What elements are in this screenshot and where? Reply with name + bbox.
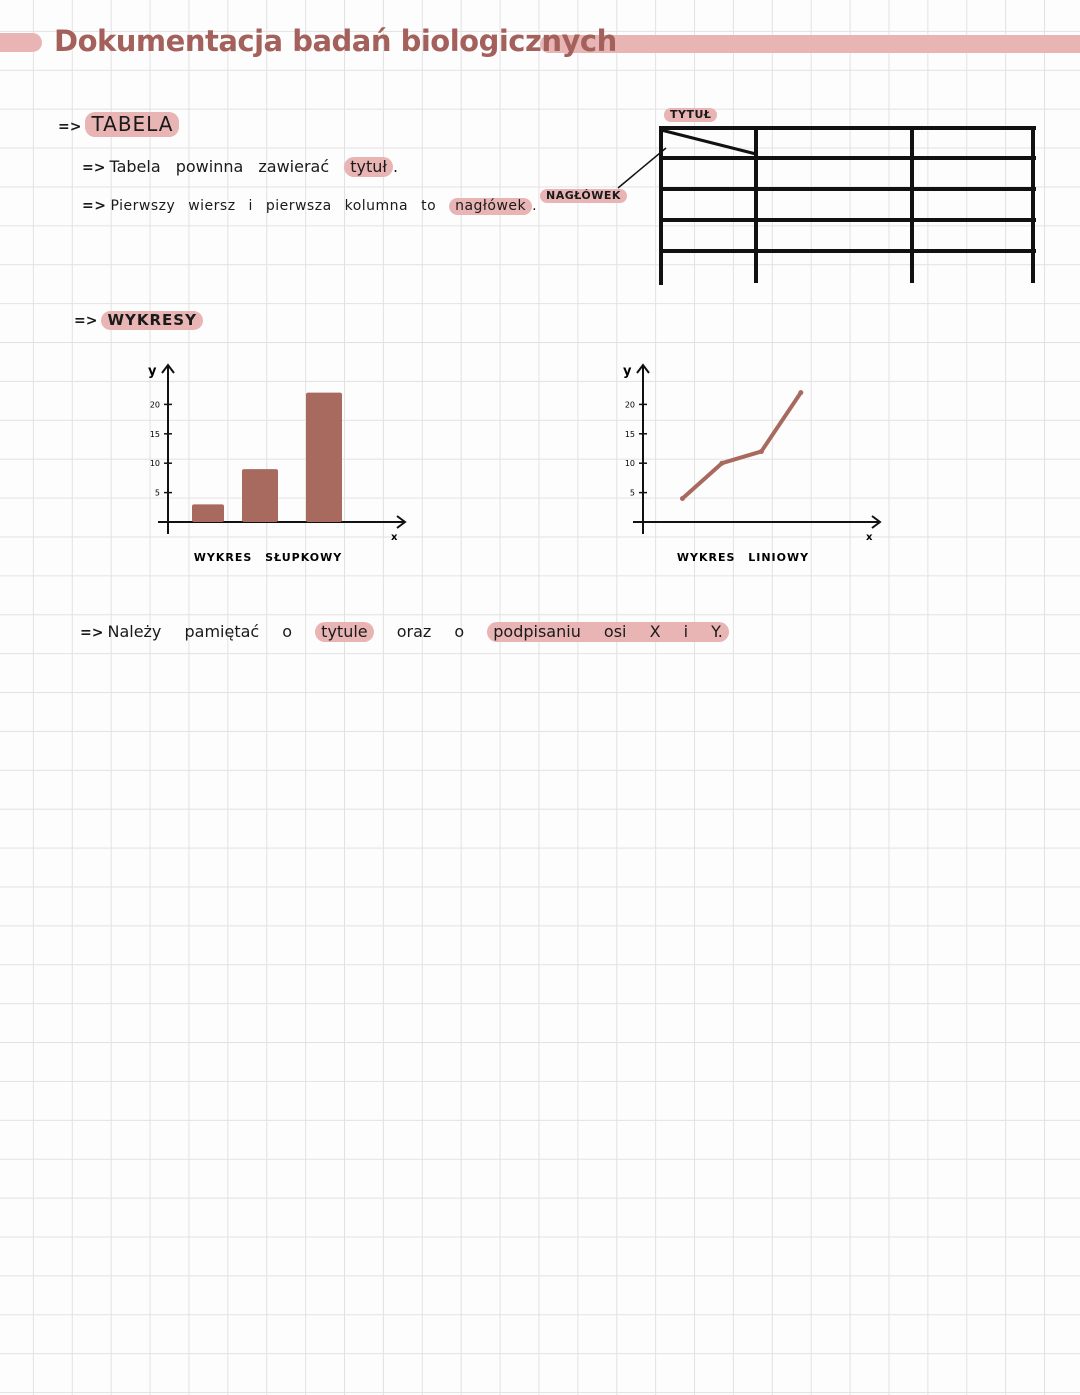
footer-note	[80, 622, 729, 641]
line-chart-ytick-label: 5	[629, 488, 635, 498]
line-point	[719, 461, 724, 466]
bar-chart	[130, 350, 430, 570]
line-chart-ylabel: y	[623, 364, 632, 379]
line-chart-ytick-label: 15	[624, 429, 635, 439]
arrow-icon: =>	[82, 160, 106, 176]
footer-note-text-b: oraz o	[396, 622, 465, 641]
footer-note-text-a: Należy pamiętać o	[107, 622, 293, 641]
table-diagram-diagonal	[661, 130, 756, 154]
bar-chart-ylabel: y	[148, 364, 157, 379]
footer-note-highlight-b: podpisaniu osi X i Y.	[487, 622, 729, 642]
line-chart-ytick-label: 20	[624, 400, 635, 410]
line-chart-title: WYKRES LINIOWY	[676, 551, 810, 564]
table-heading	[58, 112, 179, 136]
table-diagram	[600, 118, 1050, 293]
bar-chart-ytick-label: 15	[149, 429, 160, 439]
bar-chart-ytick-label: 10	[149, 459, 160, 469]
header-pointer-line	[618, 148, 666, 188]
arrow-icon: =>	[58, 119, 82, 135]
bar	[242, 469, 278, 522]
arrow-icon: =>	[80, 625, 104, 641]
bar-chart-ytick-label: 20	[149, 400, 160, 410]
line-point	[759, 449, 764, 454]
footer-note-highlight-a: tytule	[315, 622, 373, 642]
table-rule-2-text: Pierwszy wiersz i pierwsza kolumna to	[110, 198, 437, 214]
diagram-header-label: NAGŁÓWEK	[540, 189, 627, 203]
line-point	[798, 390, 803, 395]
table-rule-2-end: .	[532, 198, 538, 214]
table-rule-1-text: Tabela powinna zawierać	[109, 157, 330, 176]
table-rule-2	[82, 198, 537, 214]
table-heading-label: TABELA	[85, 112, 179, 137]
header-bar-left	[0, 33, 42, 52]
header-bar-right	[540, 35, 1080, 53]
line-chart-ytick-label: 10	[624, 459, 635, 469]
line-point	[680, 496, 685, 501]
diagram-title-label: TYTUŁ	[664, 108, 717, 122]
arrow-icon: =>	[74, 313, 98, 329]
line-chart-xlabel: x	[866, 532, 873, 543]
bar-chart-ytick-label: 5	[154, 488, 160, 498]
arrow-icon: =>	[82, 198, 107, 214]
charts-heading-label: WYKRESY	[101, 311, 203, 330]
bar-chart-xlabel: x	[391, 532, 398, 543]
table-rule-1	[82, 157, 398, 176]
charts-heading	[74, 310, 203, 329]
bar	[306, 393, 342, 522]
bar	[192, 504, 224, 522]
bar-chart-title: WYKRES SŁUPKOWY	[193, 551, 343, 564]
table-rule-2-highlight: nagłówek	[449, 198, 532, 215]
page-title: Dokumentacja badań biologicznych	[54, 24, 617, 58]
table-rule-1-highlight: tytuł	[344, 157, 393, 177]
line-chart	[605, 350, 905, 570]
table-rule-1-end: .	[392, 157, 399, 176]
line-series	[682, 393, 800, 499]
